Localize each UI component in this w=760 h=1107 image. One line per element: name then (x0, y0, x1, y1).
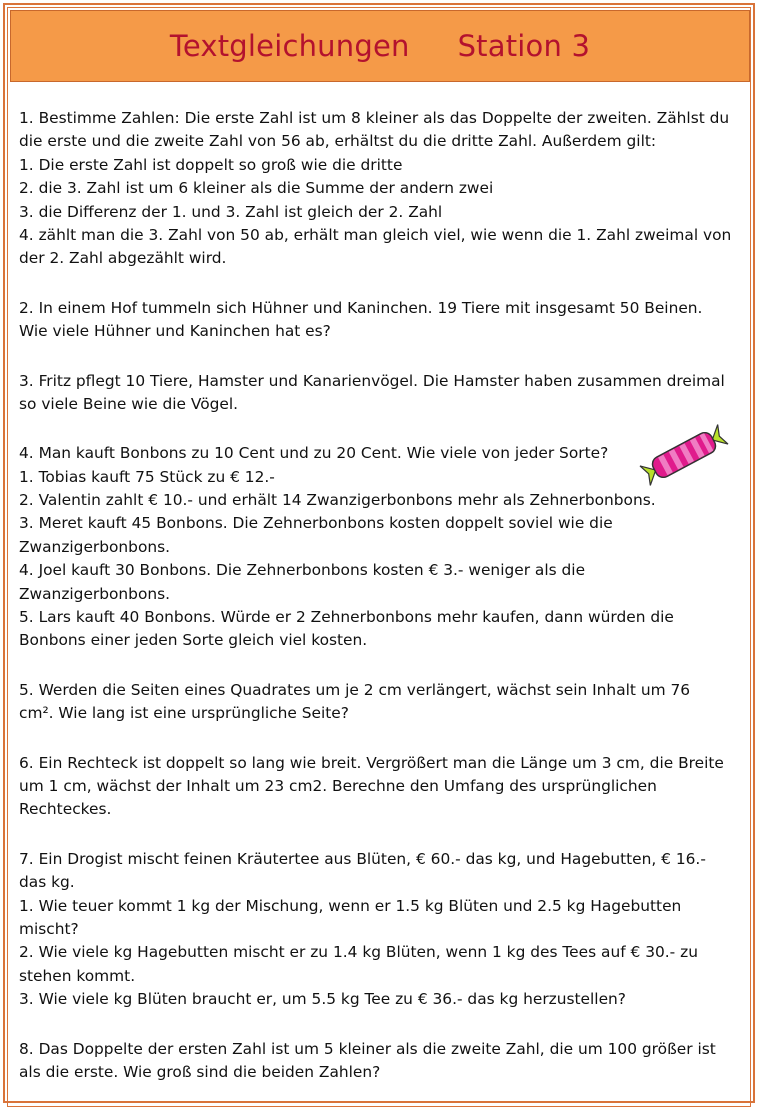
task-line: Rechteckes. (19, 800, 112, 819)
task-line: 2. Wie viele kg Hagebutten mischt er zu 1.4 kg Blüten, wenn 1 kg des Tees auf € 30.- zu (19, 943, 698, 962)
task-line: 3. Meret kauft 45 Bonbons. Die Zehnerbonbons kosten doppelt soviel wie die (19, 514, 613, 533)
task-spacer (19, 416, 731, 442)
task-line: 1. Bestimme Zahlen: Die erste Zahl ist um 8 kleiner als das Doppelte der zweiten. Zählst du (19, 109, 730, 127)
task-line: um 1 cm, wächst der Inhalt um 23 cm2. Berechne den Umfang des ursprünglichen (19, 776, 657, 795)
task-line: stehen kommt. (19, 966, 136, 985)
task-line: cm². Wie lang ist eine ursprüngliche Seite? (19, 704, 349, 723)
task-2 (19, 297, 731, 344)
task-spacer (19, 653, 731, 679)
task-line: 3. Wie viele kg Blüten braucht er, um 5.5 kg Tee zu € 36.- das kg herzustellen? (19, 990, 626, 1009)
task-line: 2. Valentin zahlt € 10.- und erhält 14 Zwanzigerbonbons mehr als Zehnerbonbons. (19, 491, 656, 510)
task-1 (19, 107, 731, 271)
task-line: 5. Lars kauft 40 Bonbons. Würde er 2 Zehnerbonbons mehr kaufen, dann würden die (19, 608, 674, 627)
task-line: das kg. (19, 873, 75, 892)
task-line: die erste und die zweite Zahl von 56 ab, erhältst du die dritte Zahl. Außerdem gilt: (19, 132, 657, 151)
task-line: Bonbons einer jeden Sorte gleich viel kosten. (19, 631, 368, 650)
task-line: 4. Man kauft Bonbons zu 10 Cent und zu 20 Cent. Wie viele von jeder Sorte? (19, 444, 609, 463)
task-line: Zwanzigerbonbons. (19, 584, 171, 603)
task-line: so viele Beine wie die Vögel. (19, 394, 239, 413)
task-line: 6. Ein Rechteck ist doppelt so lang wie breit. Vergrößert man die Länge um 3 cm, die Breite (19, 753, 724, 772)
task-line: 1. Wie teuer kommt 1 kg der Mischung, wenn er 1.5 kg Blüten und 2.5 kg Hagebutten (19, 896, 682, 915)
task-spacer (19, 271, 731, 297)
task-7 (19, 848, 731, 1012)
task-line: Wie viele Hühner und Kaninchen hat es? (19, 322, 331, 341)
task-line: als die erste. Wie groß sind die beiden Zahlen? (19, 1062, 381, 1081)
task-line: 4. zählt man die 3. Zahl von 50 ab, erhält man gleich viel, wie wenn die 1. Zahl zweimal von (19, 225, 732, 244)
task-line: der 2. Zahl abgezählt wird. (19, 249, 227, 268)
task-line: 1. Tobias kauft 75 Stück zu € 12.- (19, 467, 275, 486)
title-bar (10, 10, 750, 82)
task-line: 4. Joel kauft 30 Bonbons. Die Zehnerbonbons kosten € 3.- weniger als die (19, 561, 586, 580)
task-5 (19, 679, 731, 726)
task-line: Zwanzigerbonbons. (19, 537, 171, 556)
task-spacer (19, 1012, 731, 1038)
task-line: mischt? (19, 919, 79, 938)
task-line: 3. Fritz pflegt 10 Tiere, Hamster und Kanarienvögel. Die Hamster haben zusammen dreimal (19, 371, 725, 390)
task-line: 1. Die erste Zahl ist doppelt so groß wie die dritte (19, 155, 403, 174)
task-line: 7. Ein Drogist mischt feinen Kräutertee aus Blüten, € 60.- das kg, und Hagebutten, € 16.- (19, 849, 706, 868)
task-list (19, 107, 731, 1084)
task-8 (19, 1038, 731, 1085)
task-spacer (19, 344, 731, 370)
task-line: 8. Das Doppelte der ersten Zahl ist um 5 kleiner als die zweite Zahl, die um 100 größer ist (19, 1039, 716, 1058)
station-label: Station 3 (457, 29, 591, 63)
task-spacer (19, 726, 731, 752)
task-4 (19, 442, 731, 653)
task-3 (19, 370, 731, 417)
task-line: 5. Werden die Seiten eines Quadrates um je 2 cm verlängert, wächst sein Inhalt um 76 (19, 680, 691, 699)
task-spacer (19, 822, 731, 848)
task-6 (19, 752, 731, 822)
page-title: Textgleichungen (169, 29, 410, 63)
candy-icon (638, 420, 730, 490)
task-line: 2. In einem Hof tummeln sich Hühner und Kaninchen. 19 Tiere mit insgesamt 50 Beinen. (19, 298, 703, 317)
task-line: 3. die Differenz der 1. und 3. Zahl ist gleich der 2. Zahl (19, 202, 443, 221)
task-line: 2. die 3. Zahl ist um 6 kleiner als die Summe der andern zwei (19, 179, 494, 198)
